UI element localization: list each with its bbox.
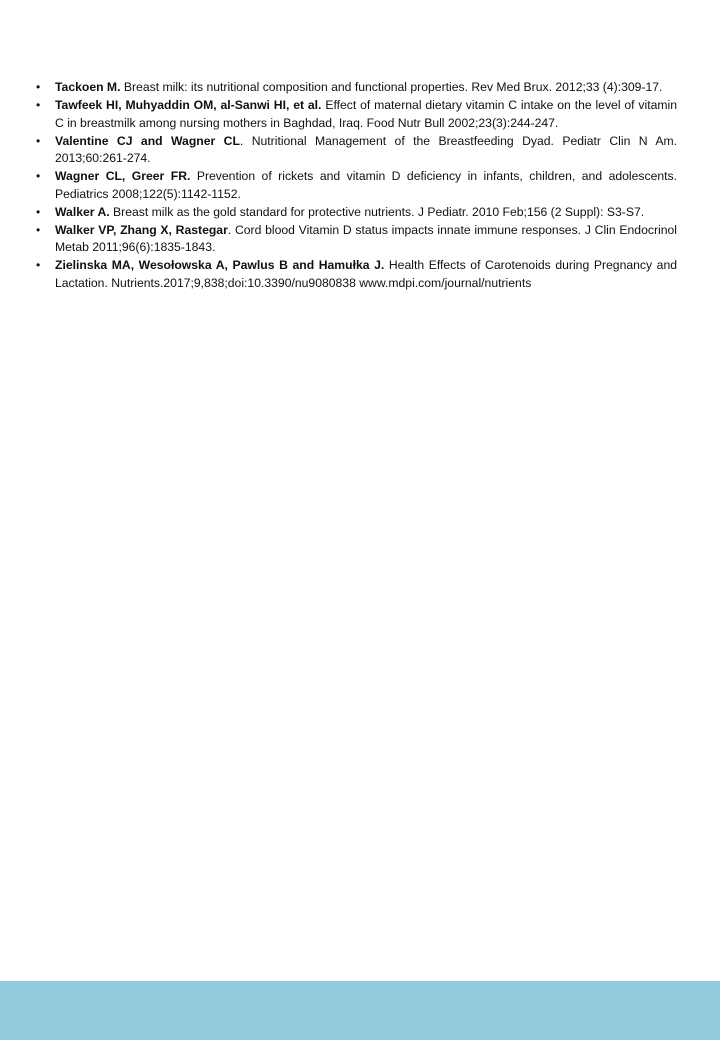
reference-text: Prevention of rickets and vitamin D deficiency in infants, children, and adolescents. Pediatrics 2008;122(5):1142-1152. xyxy=(55,169,677,201)
bullet-icon: • xyxy=(36,169,41,183)
reference-authors: Wagner CL, Greer FR. xyxy=(55,169,191,183)
reference-authors: Zielinska MA, Wesołowska A, Pawlus B and Hamułka J. xyxy=(55,258,385,272)
reference-text: . Cord blood Vitamin D status impacts innate immune responses. J Clin Endocrinol Metab 2011;96(6):1835-1843. xyxy=(55,222,677,254)
reference-item xyxy=(34,168,677,203)
reference-authors: Tackoen M. xyxy=(55,80,121,94)
bullet-icon: • xyxy=(36,222,41,237)
bullet-icon: • xyxy=(36,98,41,112)
bullet-icon: • xyxy=(36,80,41,94)
reference-text: Breast milk: its nutritional composition and functional properties. Rev Med Brux. 2012;33 (4):309-17. xyxy=(123,80,663,94)
reference-text: Health Effects of Carotenoids during Pregnancy and Lactation. Nutrients.2017;9,838;doi:10.3390/nu9080838 www.mdpi.com/journal/nutrients xyxy=(55,258,678,290)
reference-authors: Walker VP, Zhang X, Rastegar xyxy=(55,222,228,237)
reference-item xyxy=(34,97,677,132)
reference-authors: Valentine CJ and Wagner CL xyxy=(55,133,240,148)
reference-authors: Walker A. xyxy=(55,204,110,219)
reference-item xyxy=(34,222,677,257)
footer-band xyxy=(0,981,720,1040)
reference-text: Effect of maternal dietary vitamin C intake on the level of vitamin C in breastmilk among nursing mothers in Baghdad, Iraq. Food Nutr Bull 2002;23(3):244-247. xyxy=(55,98,678,130)
reference-text: . Nutritional Management of the Breastfeeding Dyad. Pediatr Clin N Am. 2013;60:261-274. xyxy=(55,133,677,165)
bullet-icon: • xyxy=(36,258,41,272)
reference-item xyxy=(34,133,677,168)
reference-list xyxy=(34,79,677,293)
reference-item xyxy=(34,204,677,222)
reference-item xyxy=(34,257,677,292)
bullet-icon: • xyxy=(36,204,41,219)
reference-item xyxy=(34,79,677,97)
reference-text: Breast milk as the gold standard for protective nutrients. J Pediatr. 2010 Feb;156 (2 Suppl): S3-S7. xyxy=(113,204,645,219)
bullet-icon: • xyxy=(36,133,41,148)
reference-authors: Tawfeek HI, Muhyaddin OM, al-Sanwi HI, et al. xyxy=(55,98,322,112)
